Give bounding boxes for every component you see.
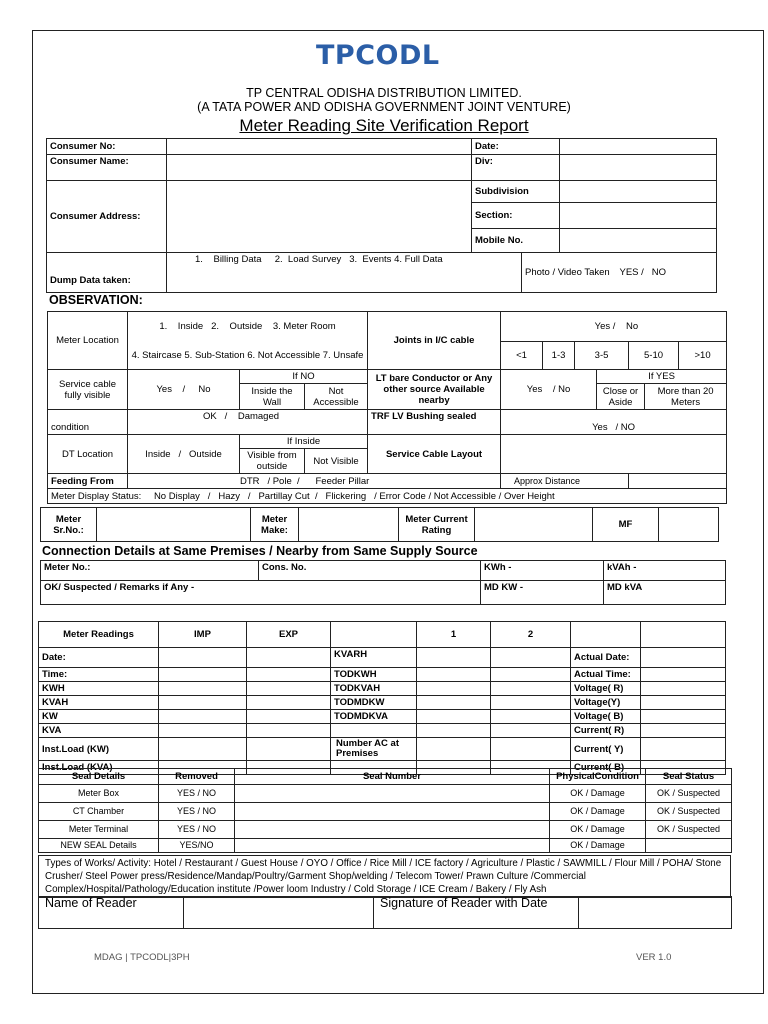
seal-name: NEW SEAL Details <box>39 839 159 853</box>
mobile-label: Mobile No. <box>472 229 560 253</box>
reading-2-field[interactable] <box>491 710 571 724</box>
connection-heading: Connection Details at Same Premises / Nearby from Same Supply Source <box>42 544 478 558</box>
seal-head-details: Seal Details <box>39 769 159 785</box>
condition-options[interactable]: OK / Damaged <box>128 410 368 435</box>
readings-head-6 <box>571 622 641 648</box>
meter-info-table <box>40 507 719 542</box>
display-status-options[interactable]: No Display / Hazy / Partillay Cut / Flickering / Error Code / Not Accessible / Over Height <box>153 490 555 502</box>
date-field[interactable] <box>560 139 717 155</box>
footer-left: MDAG | TPCODL|3PH <box>94 952 190 963</box>
if-inside-label: If Inside <box>240 435 368 449</box>
section-field[interactable] <box>560 203 717 229</box>
service-cable-layout-label: Service Cable Layout <box>368 435 501 474</box>
seal-status-option[interactable]: OK / Suspected <box>646 803 732 821</box>
reading-label: Date: <box>39 648 159 668</box>
if-no-label: If NO <box>240 370 368 384</box>
reading-imp-field[interactable] <box>159 710 247 724</box>
seal-name: Meter Terminal <box>39 821 159 839</box>
reading-2-field[interactable] <box>491 668 571 682</box>
venture-line: (A TATA POWER AND ODISHA GOVERNMENT JOINT VENTURE) <box>197 100 571 114</box>
conn-remarks-label: OK/ Suspected / Remarks if Any - <box>41 581 481 605</box>
reading-imp-field[interactable] <box>159 648 247 668</box>
reading-2-field[interactable] <box>491 648 571 668</box>
seal-name: Meter Box <box>39 785 159 803</box>
reading-imp-field[interactable] <box>159 724 247 738</box>
more-20-option[interactable]: More than 20 Meters <box>645 384 727 410</box>
reading-right-label: Current( R) <box>571 724 641 738</box>
meter-sr-label: Meter Sr.No.: <box>41 508 97 542</box>
company-logo: TPCODL <box>316 40 440 71</box>
reading-2-field[interactable] <box>491 696 571 710</box>
reading-1-field[interactable] <box>417 738 491 761</box>
reading-mid-label <box>331 724 417 738</box>
reading-label: KW <box>39 710 159 724</box>
reading-row <box>39 738 726 761</box>
reading-mid-label: TODKWH <box>331 668 417 682</box>
inside-wall-option[interactable]: Inside the Wall <box>240 384 305 410</box>
readings-head-imp: IMP <box>159 622 247 648</box>
reading-right-label: Voltage( B) <box>571 710 641 724</box>
works-label: Types of Works/ Activity: <box>45 858 151 869</box>
reading-label: KWH <box>39 682 159 696</box>
dt-location-label: DT Location <box>48 435 128 474</box>
reader-name-field[interactable] <box>184 897 374 929</box>
mf-field[interactable] <box>659 508 719 542</box>
observation-table <box>47 311 727 504</box>
footer-version: VER 1.0 <box>636 952 672 963</box>
reading-1-field[interactable] <box>417 648 491 668</box>
meter-make-field[interactable] <box>299 508 399 542</box>
reading-label: KVAH <box>39 696 159 710</box>
seal-condition-option[interactable]: OK / Damage <box>550 821 646 839</box>
conn-kwh-label: KWh - <box>481 561 604 581</box>
meter-location-label: Meter Location <box>48 312 128 370</box>
location-options-2[interactable]: 4. Staircase 5. Sub-Station 6. Not Accessible 7. Unsafe <box>128 342 368 370</box>
close-aside-option[interactable]: Close or Aside <box>597 384 645 410</box>
seal-status-option[interactable]: OK / Suspected <box>646 785 732 803</box>
reading-row <box>39 668 726 682</box>
reading-imp-field[interactable] <box>159 696 247 710</box>
works-options[interactable]: Hotel / Restaurant / Guest House / OYO / Office / Rice Mill / ICE factory / Agriculture / Plastic / SAWMILL / Flour Mill / POHA/ Stone Crusher/ Steel Power press/Residence/Mandap/Poultry/Garment Shop/welding / Telecom Tower/ Prawn Culture /Commercial Complex/Hospital/Pathology/Education institute /Power loom Industry / Cold Storage / ICE Cream / Bakery / Fly Ash <box>45 858 722 895</box>
observation-heading: OBSERVATION: <box>49 293 143 307</box>
seal-removed-option[interactable]: YES / NO <box>159 785 235 803</box>
reading-label: Inst.Load (KVA) <box>39 761 159 775</box>
service-cable-yesno[interactable]: Yes / No <box>128 370 240 410</box>
seal-row <box>39 785 732 803</box>
seal-removed-option[interactable]: YES / NO <box>159 821 235 839</box>
meter-sr-field[interactable] <box>97 508 251 542</box>
reading-exp-field[interactable] <box>247 724 331 738</box>
reading-2-field[interactable] <box>491 724 571 738</box>
readings-head-0: Meter Readings <box>39 622 159 648</box>
reading-imp-field[interactable] <box>159 738 247 761</box>
signature-label: Signature of Reader with Date <box>374 897 579 929</box>
joint-range-2[interactable]: 1-3 <box>543 342 575 370</box>
signature-table <box>38 896 732 929</box>
seal-number-field[interactable] <box>235 821 550 839</box>
reading-right-label: Current( B) <box>571 761 641 775</box>
display-status-label: Meter Display Status: <box>51 490 142 502</box>
meter-make-label: Meter Make: <box>251 508 299 542</box>
reading-row <box>39 682 726 696</box>
readings-head-7 <box>641 622 726 648</box>
meter-rating-label: Meter Current Rating <box>399 508 475 542</box>
seal-row <box>39 821 732 839</box>
company-name: TP CENTRAL ODISHA DISTRIBUTION LIMITED. <box>246 86 522 100</box>
reading-imp-field[interactable] <box>159 668 247 682</box>
consumer-name-field[interactable] <box>167 155 472 181</box>
seal-row <box>39 839 732 853</box>
reading-right-field[interactable] <box>641 682 726 696</box>
reading-exp-field[interactable] <box>247 668 331 682</box>
page-title: Meter Reading Site Verification Report <box>239 116 529 135</box>
not-accessible-option[interactable]: Not Accessible <box>305 384 368 410</box>
photo-label: Photo / Video Taken <box>522 253 617 293</box>
subdivision-field[interactable] <box>560 181 717 203</box>
consumer-address-label: Consumer Address: <box>47 181 167 253</box>
dump-table <box>46 252 717 293</box>
reading-mid-label: KVARH <box>331 648 417 668</box>
reading-label: Time: <box>39 668 159 682</box>
conn-cons-no-label: Cons. No. <box>259 561 481 581</box>
signature-field[interactable] <box>579 897 732 929</box>
readings-head-2: 2 <box>491 622 571 648</box>
reading-right-field[interactable] <box>641 668 726 682</box>
reading-exp-field[interactable] <box>247 710 331 724</box>
conn-mdkva-label: MD kVA <box>604 581 726 605</box>
seal-row <box>39 803 732 821</box>
reading-imp-field[interactable] <box>159 682 247 696</box>
section-label: Section: <box>472 203 560 229</box>
seal-head-condition: PhysicalCondition <box>550 769 646 785</box>
div-field[interactable] <box>560 155 717 181</box>
consumer-name-label: Consumer Name: <box>47 155 167 181</box>
seal-number-field[interactable] <box>235 803 550 821</box>
dump-label: Dump Data taken: <box>47 253 167 293</box>
reading-right-label: Actual Time: <box>571 668 641 682</box>
service-cable-label: Service cable fully visible <box>48 370 128 410</box>
reader-name-label: Name of Reader <box>39 897 184 929</box>
date-label: Date: <box>472 139 560 155</box>
joints-yesno[interactable]: Yes / No <box>501 312 727 342</box>
dump-options[interactable]: 1. Billing Data 2. Load Survey 3. Events 4. Full Data <box>167 253 522 293</box>
reading-right-field[interactable] <box>641 696 726 710</box>
joint-range-5[interactable]: >10 <box>679 342 727 370</box>
reading-1-field[interactable] <box>417 710 491 724</box>
reading-right-field[interactable] <box>641 724 726 738</box>
approx-distance-field[interactable] <box>629 474 727 489</box>
reading-mid-label: TODMDKW <box>331 696 417 710</box>
meter-rating-field[interactable] <box>475 508 593 542</box>
reading-right-field[interactable] <box>641 648 726 668</box>
seal-condition-option[interactable]: OK / Damage <box>550 785 646 803</box>
reading-right-field[interactable] <box>641 738 726 761</box>
display-status-row <box>48 489 727 504</box>
reading-mid-label: TODMDKVA <box>331 710 417 724</box>
conn-meter-no-label: Meter No.: <box>41 561 259 581</box>
reading-label: KVA <box>39 724 159 738</box>
readings-head-1: 1 <box>417 622 491 648</box>
subdivision-label: Subdivision <box>472 181 560 203</box>
reading-row <box>39 724 726 738</box>
lt-bare-yesno[interactable]: Yes / No <box>501 370 597 410</box>
condition-label: condition <box>48 410 128 435</box>
joint-range-3[interactable]: 3-5 <box>575 342 629 370</box>
feeding-options[interactable]: DTR / Pole / Feeder Pillar <box>128 474 501 489</box>
connection-table <box>40 560 726 605</box>
consumer-no-label: Consumer No: <box>47 139 167 155</box>
lt-bare-label: LT bare Conductor or Any other source Available nearby <box>368 370 501 410</box>
visible-outside-option[interactable]: Visible from outside <box>240 449 305 474</box>
mf-label: MF <box>593 508 659 542</box>
dt-location-options[interactable]: Inside / Outside <box>128 435 240 474</box>
reading-right-label: Actual Date: <box>571 648 641 668</box>
reading-2-field[interactable] <box>491 682 571 696</box>
joint-range-1[interactable]: <1 <box>501 342 543 370</box>
seal-condition-option[interactable]: OK / Damage <box>550 839 646 853</box>
reading-exp-field[interactable] <box>247 682 331 696</box>
reading-right-label: Current( Y) <box>571 738 641 761</box>
conn-kvah-label: kVAh - <box>604 561 726 581</box>
photo-yesno[interactable]: YES / NO <box>617 253 717 293</box>
reading-1-field[interactable] <box>417 668 491 682</box>
seal-condition-option[interactable]: OK / Damage <box>550 803 646 821</box>
reading-1-field[interactable] <box>417 696 491 710</box>
seal-removed-option[interactable]: YES/NO <box>159 839 235 853</box>
reading-right-field[interactable] <box>641 710 726 724</box>
service-cable-layout-field[interactable] <box>501 435 727 474</box>
consumer-no-field[interactable] <box>167 139 472 155</box>
seal-head-status: Seal Status <box>646 769 732 785</box>
conn-mdkw-label: MD KW - <box>481 581 604 605</box>
readings-head-3 <box>331 622 417 648</box>
reading-2-field[interactable] <box>491 738 571 761</box>
trf-yesno[interactable]: Yes / NO <box>501 410 727 435</box>
joint-range-4[interactable]: 5-10 <box>629 342 679 370</box>
feeding-label: Feeding From <box>48 474 128 489</box>
reading-right-label: Voltage( R) <box>571 682 641 696</box>
meter-readings-table <box>38 621 726 775</box>
readings-head-exp: EXP <box>247 622 331 648</box>
reading-right-label: Voltage(Y) <box>571 696 641 710</box>
reading-label: Inst.Load (KW) <box>39 738 159 761</box>
seal-number-field[interactable] <box>235 839 550 853</box>
reading-mid-label: Number AC at Premises <box>331 738 417 761</box>
seal-removed-option[interactable]: YES / NO <box>159 803 235 821</box>
reading-row <box>39 648 726 668</box>
location-options-1[interactable]: 1. Inside 2. Outside 3. Meter Room <box>128 312 368 342</box>
reading-1-field[interactable] <box>417 682 491 696</box>
reading-row <box>39 710 726 724</box>
consumer-address-field[interactable] <box>167 181 472 253</box>
reading-exp-field[interactable] <box>247 696 331 710</box>
seal-status-option[interactable]: OK / Suspected <box>646 821 732 839</box>
works-table <box>38 855 731 898</box>
seal-head-removed: Removed <box>159 769 235 785</box>
consumer-table <box>46 138 717 253</box>
reading-exp-field[interactable] <box>247 648 331 668</box>
div-label: Div: <box>472 155 560 181</box>
seal-details-table <box>38 768 732 853</box>
seal-number-field[interactable] <box>235 785 550 803</box>
if-yes-label: If YES <box>597 370 727 384</box>
reading-mid-label: TODKVAH <box>331 682 417 696</box>
not-visible-option[interactable]: Not Visible <box>305 449 368 474</box>
seal-name: CT Chamber <box>39 803 159 821</box>
works-cell <box>39 856 731 898</box>
approx-distance-label: Approx Distance <box>501 474 629 489</box>
reading-1-field[interactable] <box>417 724 491 738</box>
joints-label: Joints in I/C cable <box>368 312 501 370</box>
trf-label: TRF LV Bushing sealed <box>368 410 501 435</box>
seal-head-number: Seal Number <box>235 769 550 785</box>
reading-exp-field[interactable] <box>247 738 331 761</box>
mobile-field[interactable] <box>560 229 717 253</box>
seal-status-option[interactable] <box>646 839 732 853</box>
reading-row <box>39 696 726 710</box>
